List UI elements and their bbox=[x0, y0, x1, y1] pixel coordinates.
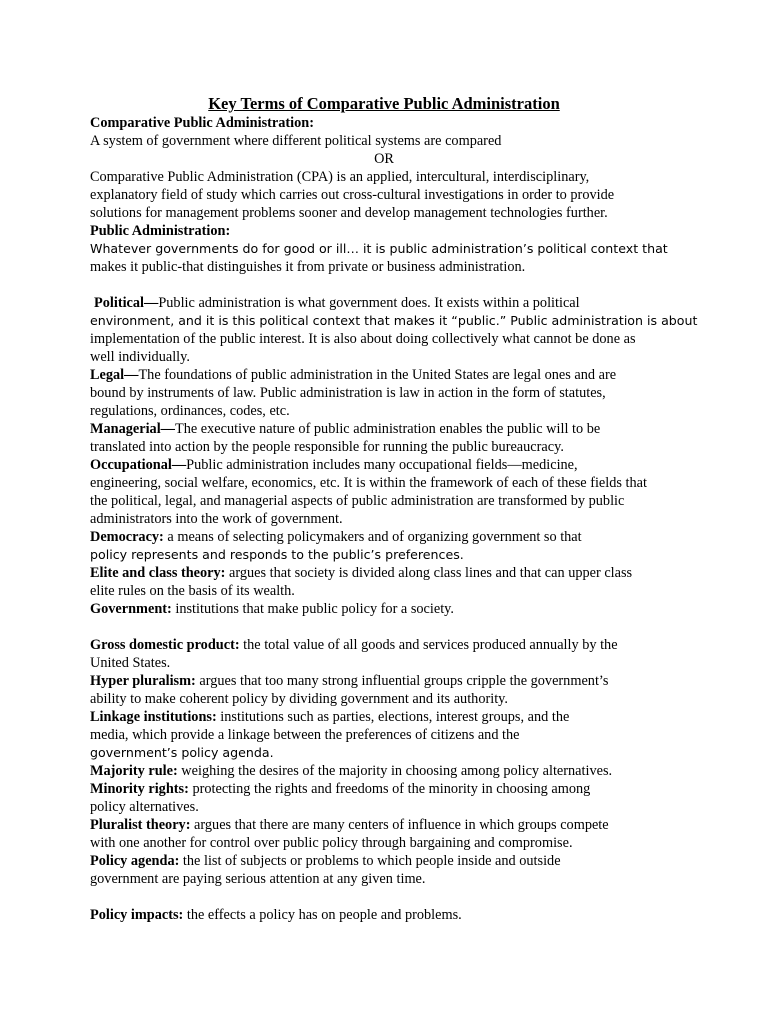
pa-heading: Public Administration: bbox=[90, 223, 231, 239]
linkage-entry bbox=[90, 708, 678, 726]
document-page bbox=[90, 94, 698, 924]
cpa-heading: Comparative Public Administration: bbox=[90, 115, 314, 131]
hyper-pluralism-line-2: ability to make coherent policy by dividing government and its authority. bbox=[90, 691, 508, 707]
elite-line-2: elite rules on the basis of its wealth. bbox=[90, 583, 295, 599]
political-line-1: Public administration is what government does. It exists within a political bbox=[158, 295, 580, 311]
minority-rights-term: Minority rights: bbox=[90, 781, 189, 797]
political-line-4: well individually. bbox=[90, 349, 190, 365]
majority-rule-line-1: weighing the desires of the majority in choosing among policy alternatives. bbox=[177, 763, 613, 779]
policy-agenda-line-1: the list of subjects or problems to which people inside and outside bbox=[179, 853, 561, 869]
occupational-line-2: engineering, social welfare, economics, etc. It is within the framework of each of these fields that bbox=[90, 475, 647, 491]
occupational-term: Occupational— bbox=[90, 457, 187, 473]
democracy-line-1: a means of selecting policymakers and of organizing government so that bbox=[163, 529, 582, 545]
pluralist-entry bbox=[90, 816, 678, 834]
linkage-line-3: government’s policy agenda. bbox=[90, 745, 274, 760]
pluralist-term: Pluralist theory: bbox=[90, 817, 191, 833]
gdp-entry bbox=[90, 636, 678, 654]
cpa-definition-1: A system of government where different political systems are compared bbox=[90, 133, 502, 149]
minority-rights-entry bbox=[90, 780, 678, 798]
elite-term: Elite and class theory: bbox=[90, 565, 226, 581]
or-separator: OR bbox=[374, 151, 394, 167]
legal-line-2: bound by instruments of law. Public administration is law in action in the form of statutes, bbox=[90, 385, 606, 401]
pluralist-line-1: argues that there are many centers of influence in which groups compete bbox=[190, 817, 609, 833]
government-line-1: institutions that make public policy for a society. bbox=[171, 601, 454, 617]
linkage-line-2: media, which provide a linkage between the preferences of citizens and the bbox=[90, 727, 520, 743]
occupational-line-4: administrators into the work of government. bbox=[90, 511, 343, 527]
gdp-term: Gross domestic product: bbox=[90, 637, 240, 653]
managerial-paragraph bbox=[90, 420, 678, 438]
hyper-pluralism-term: Hyper pluralism: bbox=[90, 673, 196, 689]
occupational-paragraph bbox=[90, 456, 678, 474]
cpa-definition-2-line-3: solutions for management problems sooner and develop management technologies further. bbox=[90, 205, 608, 221]
policy-impacts-entry bbox=[90, 906, 678, 924]
legal-paragraph bbox=[90, 366, 678, 384]
cpa-definition-2-line-1: Comparative Public Administration (CPA) is an applied, intercultural, interdisciplinary, bbox=[90, 169, 590, 185]
gdp-line-2: United States. bbox=[90, 655, 171, 671]
managerial-term: Managerial— bbox=[90, 421, 175, 437]
democracy-entry bbox=[90, 528, 678, 546]
pa-text-line-1: Whatever governments do for good or ill… it is public administration’s political context that bbox=[90, 241, 668, 256]
legal-line-3: regulations, ordinances, codes, etc. bbox=[90, 403, 290, 419]
democracy-term: Democracy: bbox=[90, 529, 164, 545]
political-paragraph bbox=[90, 294, 678, 312]
managerial-line-1: The executive nature of public administration enables the public will to be bbox=[174, 421, 601, 437]
political-line-2: environment, and it is this political context that makes it “public.” Public administration is about bbox=[90, 313, 698, 328]
linkage-line-1: institutions such as parties, elections, interest groups, and the bbox=[216, 709, 570, 725]
majority-rule-term: Majority rule: bbox=[90, 763, 178, 779]
hyper-pluralism-entry bbox=[90, 672, 678, 690]
minority-rights-line-1: protecting the rights and freedoms of the minority in choosing among bbox=[188, 781, 591, 797]
elite-entry bbox=[90, 564, 678, 582]
occupational-line-3: the political, legal, and managerial aspects of public administration are transformed by public bbox=[90, 493, 625, 509]
democracy-line-2: policy represents and responds to the public’s preferences. bbox=[90, 547, 464, 562]
linkage-term: Linkage institutions: bbox=[90, 709, 217, 725]
pluralist-line-2: with one another for control over public policy through bargaining and compromise. bbox=[90, 835, 573, 851]
elite-line-1: argues that society is divided along class lines and that can upper class bbox=[225, 565, 633, 581]
legal-term: Legal— bbox=[90, 367, 139, 383]
policy-impacts-term: Policy impacts: bbox=[90, 907, 184, 923]
majority-rule-entry bbox=[90, 762, 678, 780]
occupational-line-1: Public administration includes many occupational fields—medicine, bbox=[186, 457, 578, 473]
political-term: Political— bbox=[94, 295, 159, 311]
gdp-line-1: the total value of all goods and services produced annually by the bbox=[239, 637, 618, 653]
government-entry bbox=[90, 600, 678, 618]
managerial-line-2: translated into action by the people responsible for running the public bureaucracy. bbox=[90, 439, 564, 455]
cpa-definition-2-line-2: explanatory field of study which carries out cross-cultural investigations in order to provide bbox=[90, 187, 615, 203]
pa-text-line-2: makes it public-that distinguishes it from private or business administration. bbox=[90, 259, 526, 275]
government-term: Government: bbox=[90, 601, 172, 617]
hyper-pluralism-line-1: argues that too many strong influential groups cripple the government’s bbox=[195, 673, 609, 689]
legal-line-1: The foundations of public administration in the United States are legal ones and are bbox=[138, 367, 617, 383]
policy-agenda-entry bbox=[90, 852, 678, 870]
policy-agenda-term: Policy agenda: bbox=[90, 853, 180, 869]
document-title: Key Terms of Comparative Public Administration bbox=[208, 94, 560, 113]
minority-rights-line-2: policy alternatives. bbox=[90, 799, 199, 815]
policy-impacts-line-1: the effects a policy has on people and problems. bbox=[183, 907, 462, 923]
political-line-3: implementation of the public interest. It is also about doing collectively what cannot be done as bbox=[90, 331, 636, 347]
policy-agenda-line-2: government are paying serious attention at any given time. bbox=[90, 871, 426, 887]
